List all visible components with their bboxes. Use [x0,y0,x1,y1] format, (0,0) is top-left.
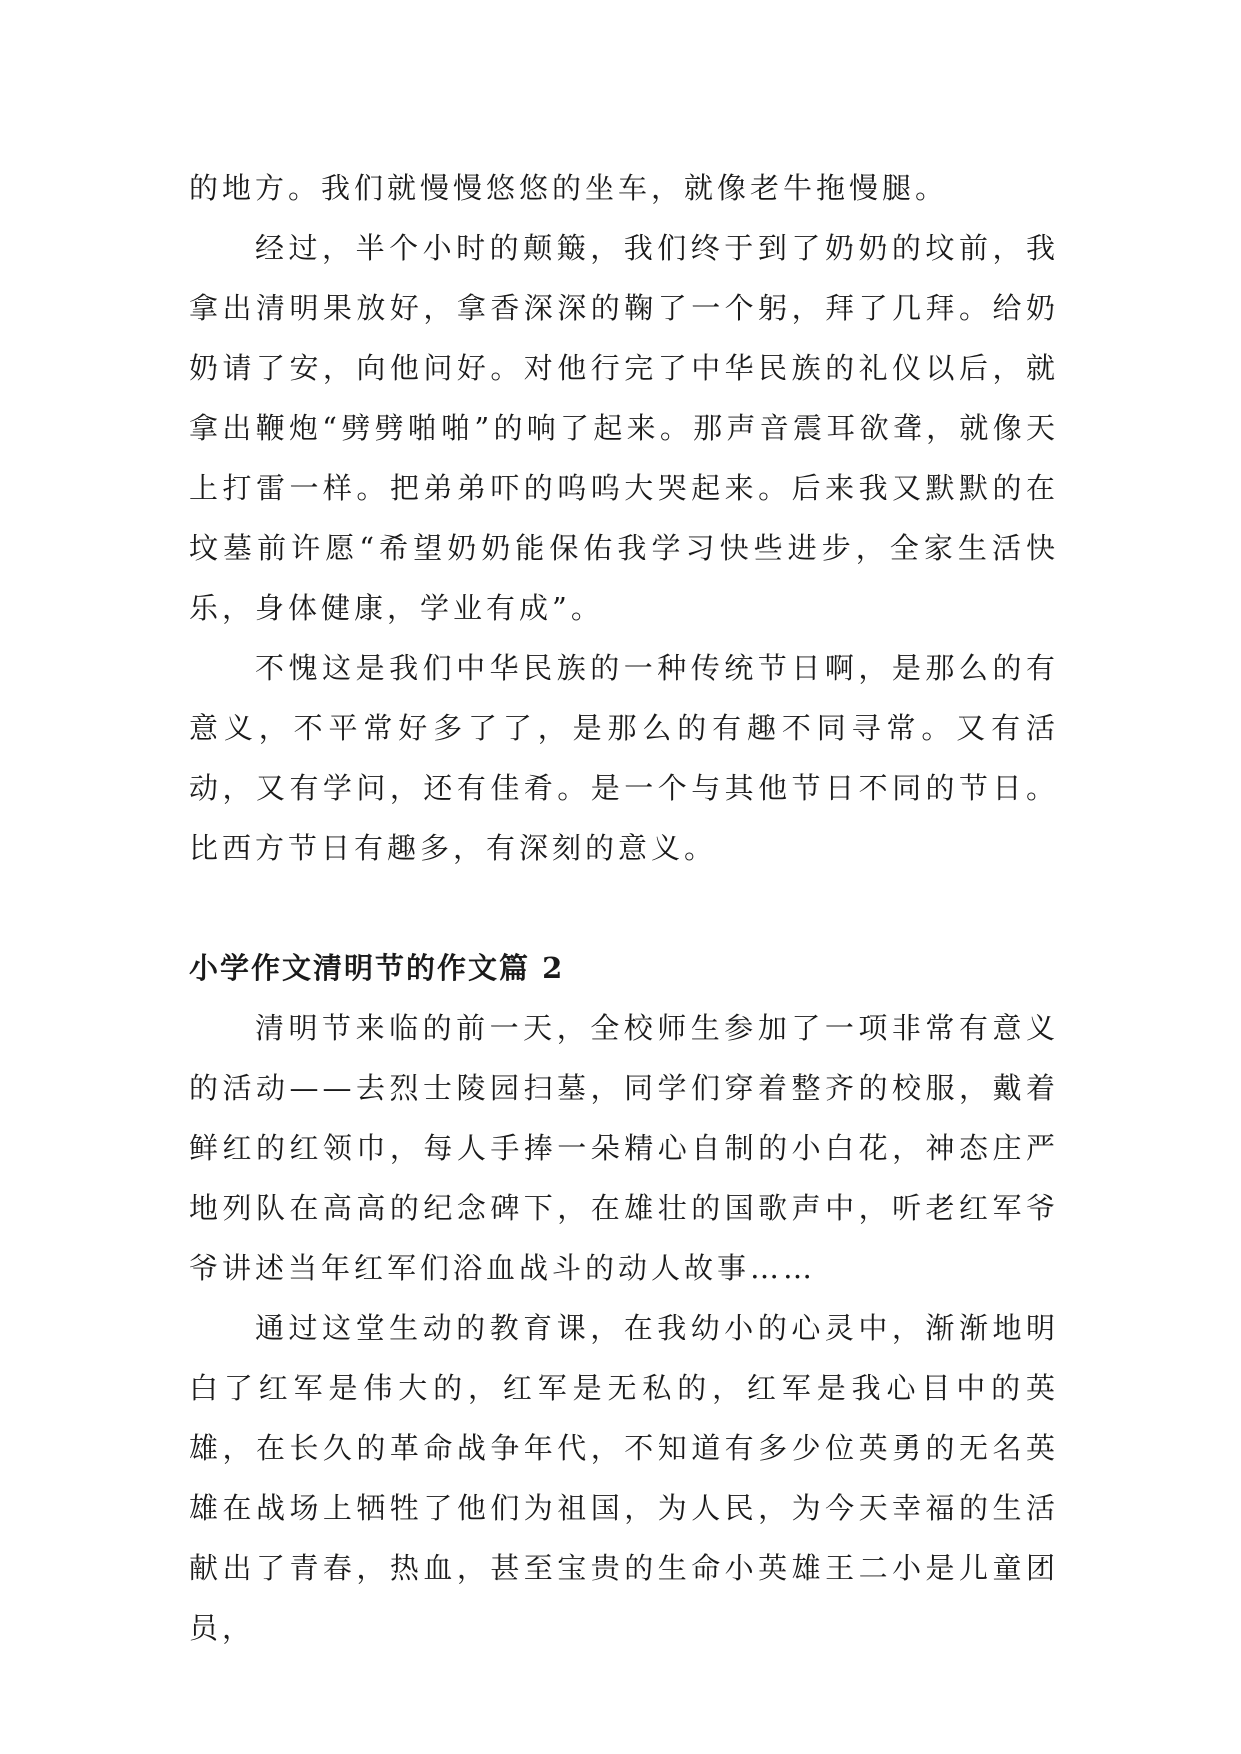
paragraph-grave-visit: 经过，半个小时的颠簸，我们终于到了奶奶的坟前，我拿出清明果放好，拿香深深的鞠了一个躬，拜了几拜。给奶奶请了安，向他问好。对他行完了中华民族的礼仪以后，就拿出鞭炮“劈劈啪啪”的响了起来。那声音震耳欲聋，就像天上打雷一样。把弟弟吓的呜呜大哭起来。后来我又默默的在坟墓前许愿“希望奶奶能保佑我学习快些进步，全家生活快乐，身体健康，学业有成”。 [189,231,1059,625]
paragraph-continuation: 的地方。我们就慢慢悠悠的坐车，就像老牛拖慢腿。 [189,171,949,205]
section-title: 小学作文清明节的作文篇 2 [189,951,565,985]
document-body [189,158,1059,1658]
paragraph-martyrs-cemetery: 清明节来临的前一天，全校师生参加了一项非常有意义的活动——去烈士陵园扫墓，同学们穿着整齐的校服，戴着鲜红的红领巾，每人手捧一朵精心自制的小白花，神态庄严地列队在高高的纪念碑下，在雄壮的国歌声中，听老红军爷爷讲述当年红军们浴血战斗的动人故事…… [189,1011,1059,1285]
section-gap [189,878,1059,938]
paragraph-festival-meaning: 不愧这是我们中华民族的一种传统节日啊，是那么的有意义，不平常好多了了，是那么的有趣不同寻常。又有活动，又有学问，还有佳肴。是一个与其他节日不同的节日。比西方节日有趣多，有深刻的意义。 [189,651,1059,865]
paragraph-red-army-lesson: 通过这堂生动的教育课，在我幼小的心灵中，渐渐地明白了红军是伟大的，红军是无私的，红军是我心目中的英雄，在长久的革命战争年代，不知道有多少位英勇的无名英雄在战场上牺牲了他们为祖国，为人民，为今天幸福的生活献出了青春，热血，甚至宝贵的生命小英雄王二小是儿童团员， [189,1311,1059,1645]
